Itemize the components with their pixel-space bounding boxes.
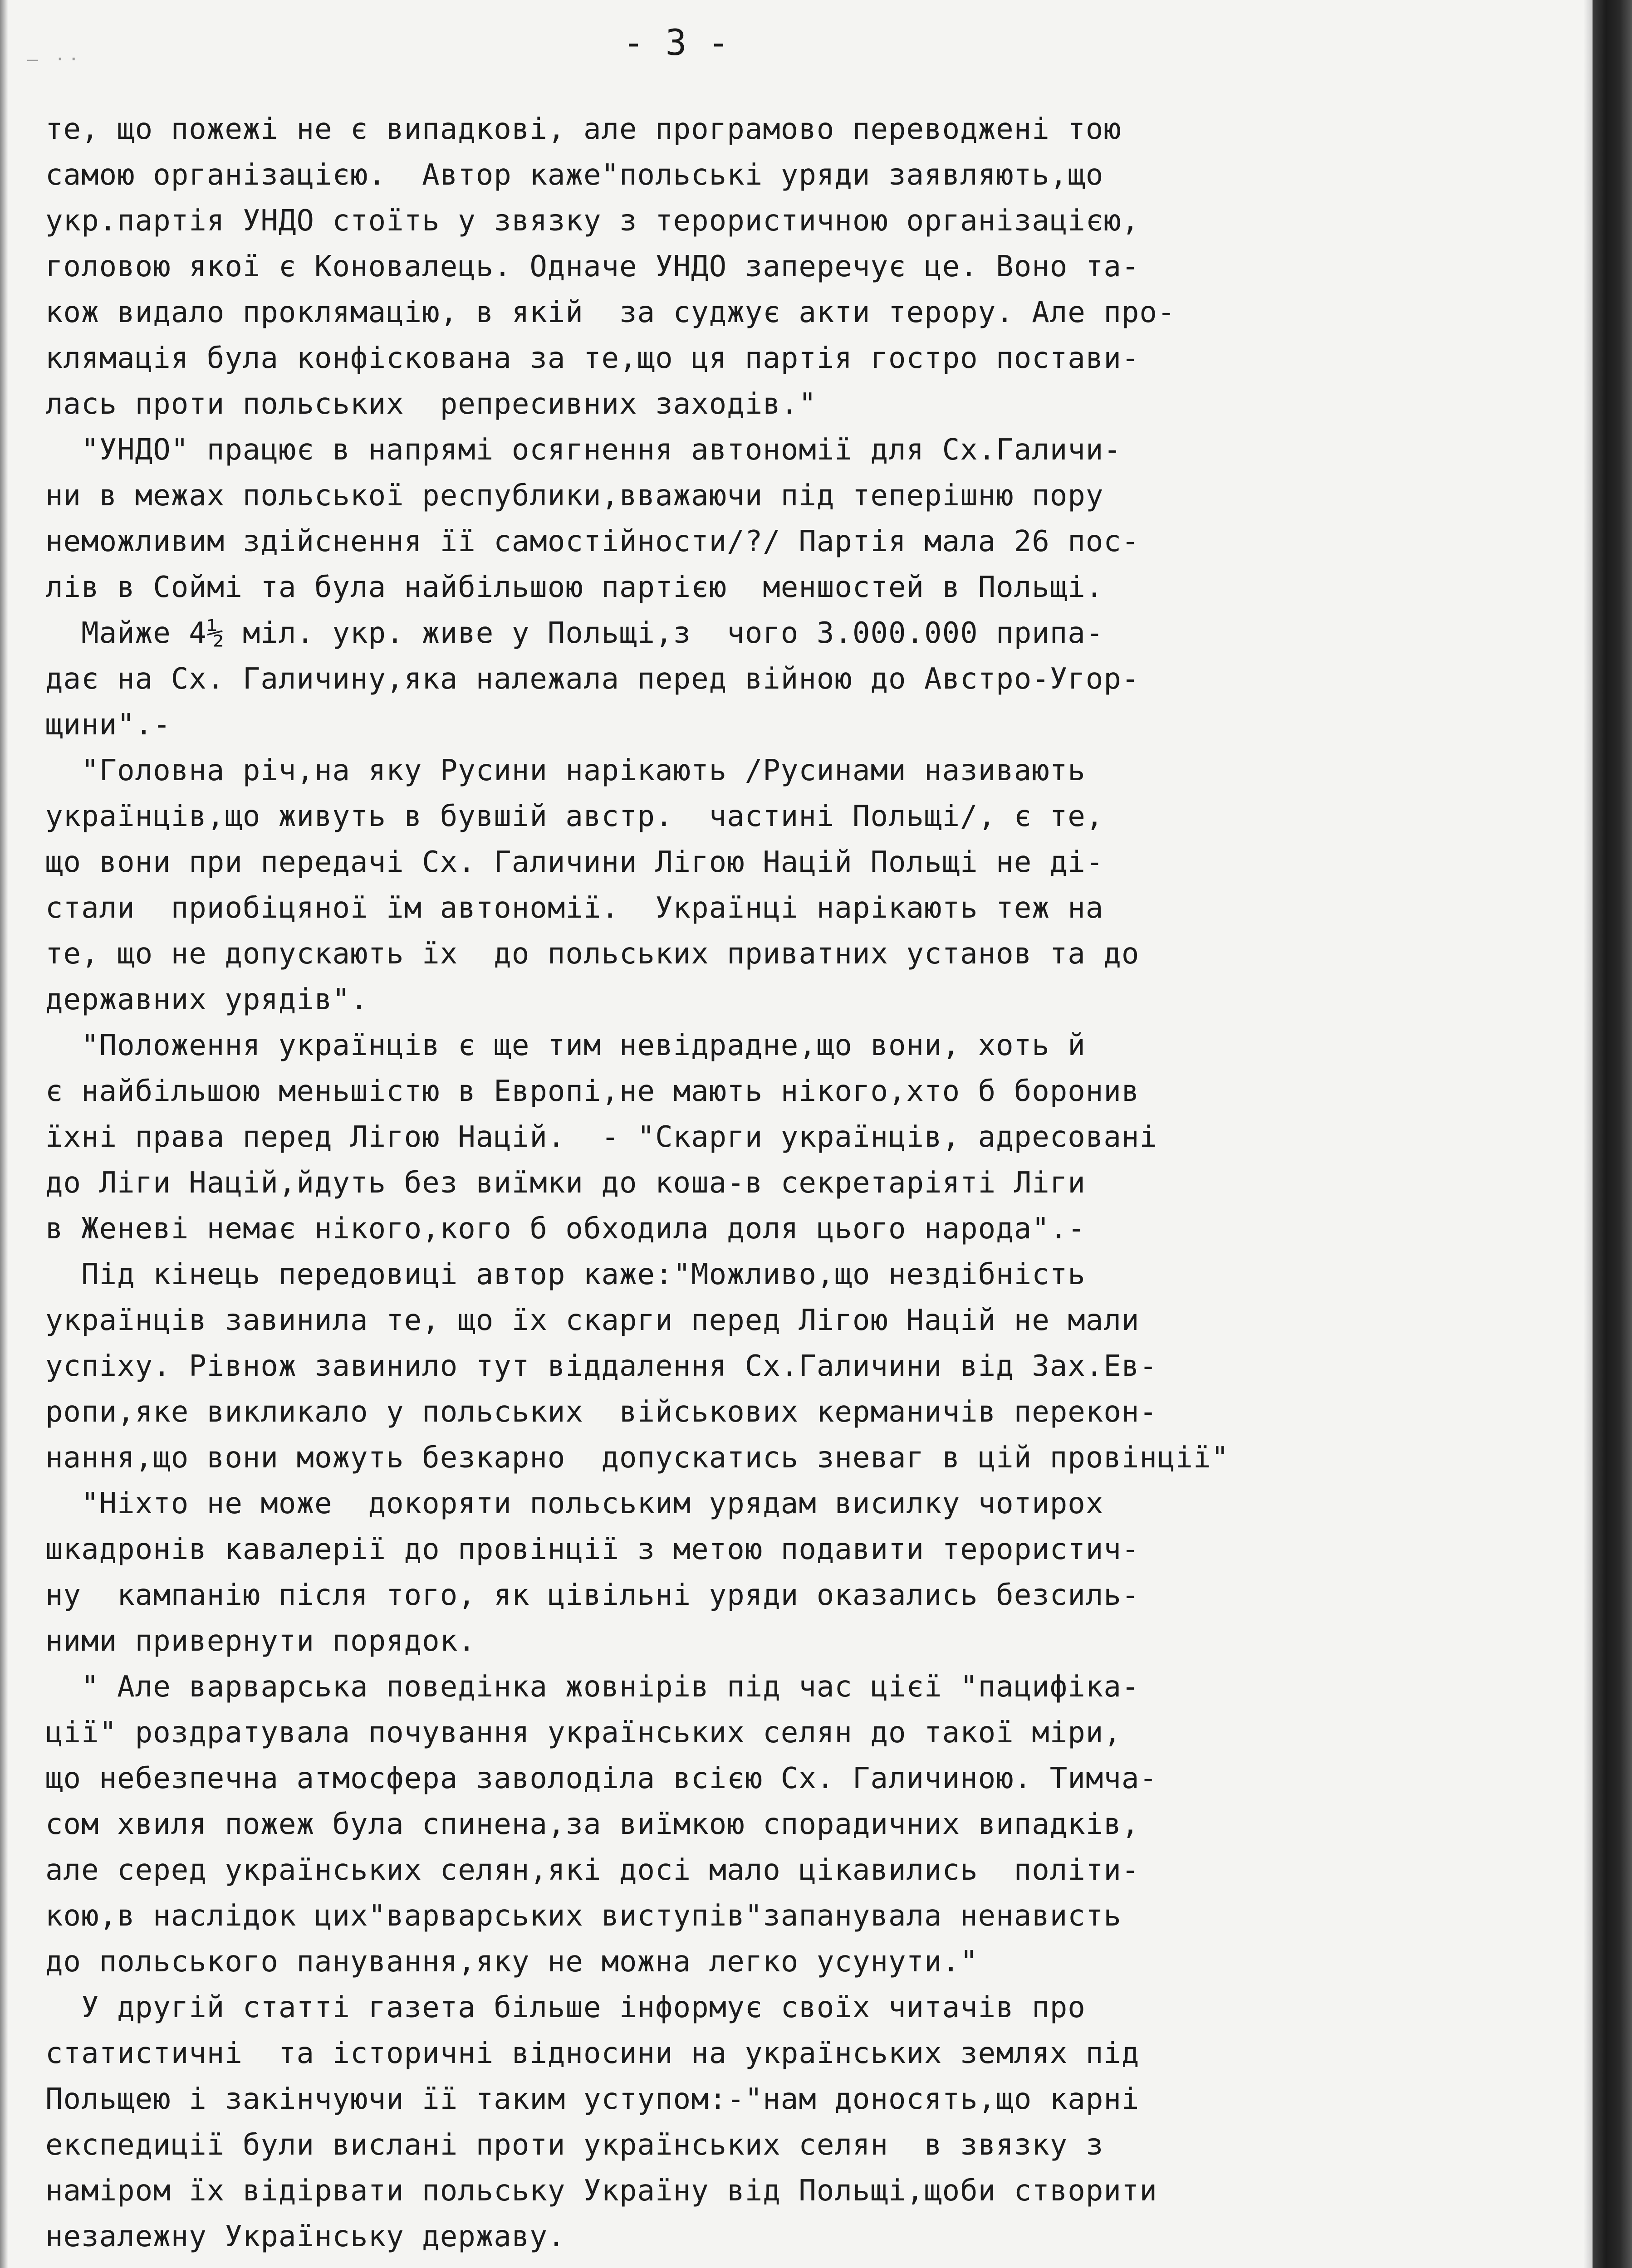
text-line: ни в межах польської республики,вважаючи під теперішню пору — [45, 479, 1104, 513]
text-line: є найбільшою меньшістю в Европі,не мають нікого,хто б боронив — [45, 1075, 1140, 1108]
text-line: ропи,яке викликало у польських військових керманичів перекон- — [45, 1395, 1157, 1429]
text-line: статистичні та історичні відносини на українських землях під — [45, 2037, 1140, 2070]
page-number: - 3 - — [622, 23, 730, 64]
text-line: лась проти польських репресивних заходів." — [45, 387, 817, 421]
text-line: їхні права перед Лігою Націй. - "Скарги українців, адресовані — [45, 1120, 1157, 1154]
text-line: що небезпечна атмосфера заволоділа всією Сх. Галичиною. Тимча- — [45, 1762, 1157, 1795]
text-line: сом хвиля пожеж була спинена,за виїмкою спорадичних випадків, — [45, 1808, 1140, 1841]
text-line: укр.партія УНДО стоїть у звязку з терористичною організацією, — [45, 204, 1140, 238]
text-line: У другій статті газета більше інформує своїх читачів про — [45, 1991, 1086, 2024]
text-line: "Положення українців є ще тим невідрадне,що вони, хоть й — [45, 1029, 1086, 1062]
text-line: до Ліги Націй,йдуть без виїмки до коша-в секретаріяті Ліги — [45, 1166, 1086, 1200]
text-line: наміром їх відірвати польську Україну від Польщі,щоби створити — [45, 2174, 1157, 2208]
typed-text-body — [45, 107, 1538, 2260]
text-line: ними привернути порядок. — [45, 1624, 476, 1658]
text-line: в Женеві немає нікого,кого б обходила доля цього народа".- — [45, 1212, 1086, 1246]
text-line: щини".- — [45, 708, 171, 742]
text-line: але серед українських селян,які досі мало цікавились політи- — [45, 1853, 1140, 1887]
text-line: "Ніхто не може докоряти польським урядам висилку чотирох — [45, 1487, 1104, 1520]
text-line: українців завинила те, що їх скарги перед Лігою Націй не мали — [45, 1304, 1140, 1337]
text-line: Під кінець передовиці автор каже:"Можливо,що нездібність — [45, 1258, 1086, 1291]
page-edge-gradient — [1583, 0, 1593, 2268]
text-line: Майже 4½ міл. укр. живе у Польщі,з чого 3.000.000 припа- — [45, 616, 1104, 650]
text-line: "УНДО" працює в напрямі осягнення автономії для Сх.Галичи- — [45, 433, 1122, 467]
text-line: Польщею і закінчуючи її таким уступом:-"нам доносять,що карні — [45, 2082, 1140, 2116]
text-line: неможливим здійснення її самостійности/?/ Партія мала 26 пос- — [45, 525, 1140, 558]
corner-mark: — ·· — [27, 49, 82, 70]
scan-edge-border — [1593, 0, 1632, 2268]
text-line: ну кампанію після того, як цівільні уряди оказались безсиль- — [45, 1579, 1140, 1612]
text-line: самою організацією. Автор каже"польські уряди заявляють,що — [45, 158, 1104, 192]
text-line: українців,що живуть в бувшій австр. частині Польщі/, є те, — [45, 800, 1104, 833]
text-line: державних урядів". — [45, 983, 368, 1017]
text-line: експедиції були вислані проти українських селян в звязку з — [45, 2128, 1104, 2162]
text-line: шкадронів кавалерії до провінції з метою подавити терористич- — [45, 1533, 1140, 1566]
text-line: до польського панування,яку не можна легко усунути." — [45, 1945, 978, 1979]
text-line: успіху. Рівнож завинило тут віддалення Сх.Галичини від Зах.Ев- — [45, 1349, 1157, 1383]
text-line: кою,в наслідок цих"варварських виступів"запанувала ненависть — [45, 1899, 1122, 1933]
text-line: що вони при передачі Сх. Галичини Лігою Націй Польщі не ді- — [45, 846, 1104, 879]
text-line: лів в Соймі та була найбільшою партією меншостей в Польщі. — [45, 571, 1104, 604]
text-line: " Але варварська поведінка жовнірів під час цієї "пацифіка- — [45, 1670, 1140, 1704]
text-line: незалежну Українську державу. — [45, 2220, 566, 2253]
text-line: клямація була конфіскована за те,що ця партія гостро постави- — [45, 342, 1140, 375]
text-line: те, що не допускають їх до польських приватних установ та до — [45, 937, 1140, 971]
text-line: ції" роздратувала почування українських селян до такої міри, — [45, 1716, 1122, 1750]
text-line: головою якої є Коновалець. Одначе УНДО заперечує це. Воно та- — [45, 250, 1140, 284]
text-line: нання,що вони можуть безкарно допускатись зневаг в цій провінції" — [45, 1441, 1230, 1475]
text-line: кож видало проклямацію, в якій за суджує акти терору. Але про- — [45, 296, 1176, 329]
text-line: "Головна річ,на яку Русини нарікають /Русинами називають — [45, 754, 1086, 787]
text-line: те, що пожежі не є випадкові, але програмово переводжені тою — [45, 112, 1122, 146]
text-line: дає на Сх. Галичину,яка належала перед війною до Австро-Угор- — [45, 662, 1140, 696]
left-margin-shadow — [0, 0, 8, 2268]
text-line: стали приобіцяної їм автономії. Українці нарікають теж на — [45, 891, 1104, 925]
